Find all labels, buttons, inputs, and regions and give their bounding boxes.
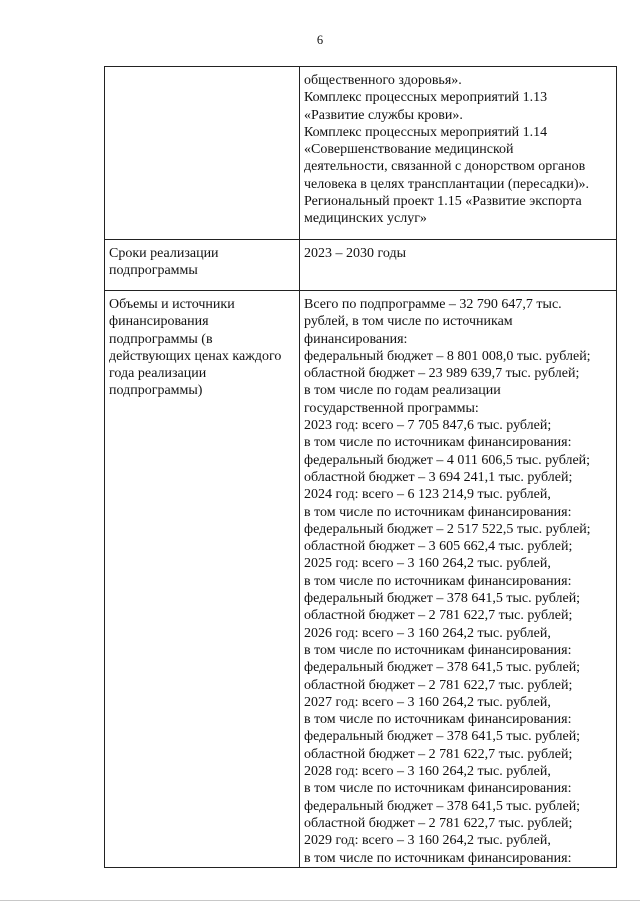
- text-line: в том числе по источникам финансирования:: [304, 573, 572, 589]
- subprogram-passport-table: [104, 66, 617, 868]
- text-line: в том числе по годам реализации: [304, 383, 501, 399]
- text-line: 2028 год: всего – 3 160 264,2 тыс. рублей,: [304, 764, 551, 780]
- text-line: федеральный бюджет – 378 641,5 тыс. рублей;: [304, 591, 581, 607]
- row-label-cell: [105, 240, 300, 291]
- text-line: человека в целях трансплантации (пересадки)».: [304, 176, 590, 192]
- row-label-cell: [105, 291, 300, 868]
- row-value-cell: [300, 291, 617, 868]
- text-line: 2026 год: всего – 3 160 264,2 тыс. рублей,: [304, 625, 551, 641]
- text-line: в том числе по источникам финансирования:: [304, 712, 572, 728]
- table-row-financing: [105, 291, 617, 868]
- text-line: Сроки реализации: [109, 246, 219, 261]
- text-line: Комплекс процессных мероприятий 1.13: [304, 90, 548, 106]
- text-line: федеральный бюджет – 378 641,5 тыс. рублей;: [304, 660, 581, 676]
- page-number: 6: [316, 33, 324, 47]
- text-line: федеральный бюджет – 378 641,5 тыс. рублей;: [304, 798, 581, 814]
- page-bottom-edge: [0, 900, 640, 901]
- text-line: Комплекс процессных мероприятий 1.14: [304, 124, 548, 140]
- text-line: подпрограммы (в: [109, 331, 213, 347]
- text-line: финансирования: [109, 314, 209, 330]
- text-line: федеральный бюджет – 8 801 008,0 тыс. рублей;: [304, 348, 591, 364]
- text-line: года реализации: [109, 366, 207, 382]
- text-line: подпрограммы: [109, 263, 198, 279]
- text-line: «Развитие службы крови».: [304, 107, 463, 123]
- text-line: областной бюджет – 3 605 662,4 тыс. рублей;: [304, 539, 573, 555]
- row-label-cell: [105, 67, 300, 240]
- text-line: «Совершенствование медицинской: [304, 142, 514, 158]
- text-line: действующих ценах каждого: [109, 348, 282, 364]
- text-line: в том числе по источникам финансирования:: [304, 781, 572, 797]
- text-line: федеральный бюджет – 4 011 606,5 тыс. рублей;: [304, 452, 591, 468]
- text-line: в том числе по источникам финансирования:: [304, 850, 572, 866]
- text-line: 2023 – 2030 годы: [304, 246, 407, 261]
- text-line: 2023 год: всего – 7 705 847,6 тыс. рублей;: [304, 418, 552, 434]
- text-line: федеральный бюджет – 378 641,5 тыс. рублей;: [304, 729, 581, 745]
- text-line: в том числе по источникам финансирования:: [304, 435, 572, 451]
- text-line: деятельности, связанной с донорством органов: [304, 159, 586, 175]
- text-line: областной бюджет – 2 781 622,7 тыс. рублей;: [304, 677, 573, 693]
- text-line: областной бюджет – 2 781 622,7 тыс. рублей;: [304, 746, 573, 762]
- text-line: медицинских услуг»: [304, 211, 427, 227]
- text-line: в том числе по источникам финансирования:: [304, 642, 572, 658]
- row-value-cell: [300, 240, 617, 291]
- text-line: 2025 год: всего – 3 160 264,2 тыс. рублей,: [304, 556, 551, 572]
- text-line: финансирования:: [304, 331, 408, 347]
- text-line: 2029 год: всего – 3 160 264,2 тыс. рублей,: [304, 833, 551, 849]
- text-line: областной бюджет – 2 781 622,7 тыс. рублей;: [304, 608, 573, 624]
- text-line: подпрограммы): [109, 383, 203, 399]
- text-line: федеральный бюджет – 2 517 522,5 тыс. рублей;: [304, 521, 591, 537]
- text-line: рублей, в том числе по источникам: [304, 314, 513, 330]
- table-row-implementation-period: [105, 240, 617, 291]
- text-line: 2024 год: всего – 6 123 214,9 тыс. рублей,: [304, 487, 551, 503]
- text-line: в том числе по источникам финансирования:: [304, 504, 572, 520]
- row-value-cell: [300, 67, 617, 240]
- text-line: областной бюджет – 23 989 639,7 тыс. рублей;: [304, 366, 580, 382]
- text-line: Объемы и источники: [109, 297, 235, 312]
- text-line: Всего по подпрограмме – 32 790 647,7 тыс.: [304, 297, 562, 312]
- text-line: областной бюджет – 2 781 622,7 тыс. рублей;: [304, 815, 573, 831]
- text-line: областной бюджет – 3 694 241,1 тыс. рублей;: [304, 469, 573, 485]
- text-line: общественного здоровья».: [304, 73, 462, 88]
- text-line: 2027 год: всего – 3 160 264,2 тыс. рублей,: [304, 694, 551, 710]
- text-line: Региональный проект 1.15 «Развитие экспорта: [304, 194, 582, 210]
- table-row-components: [105, 67, 617, 240]
- text-line: государственной программы:: [304, 400, 479, 416]
